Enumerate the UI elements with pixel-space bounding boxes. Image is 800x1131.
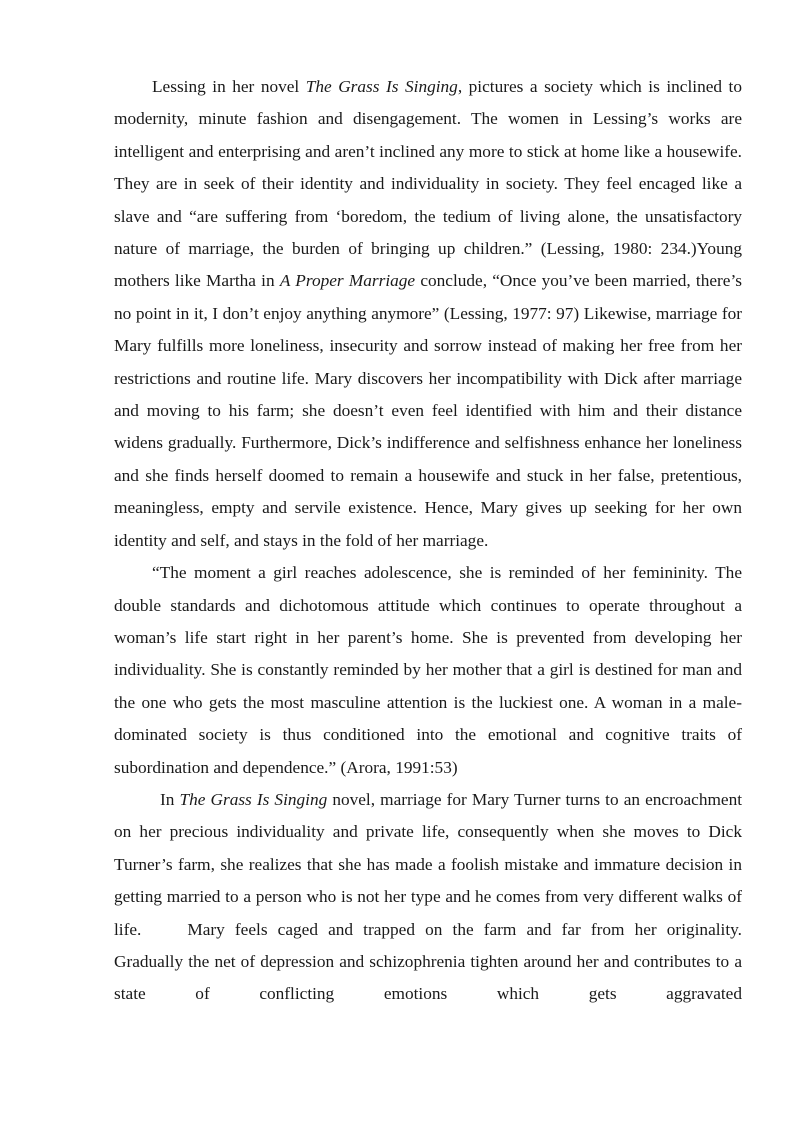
paragraph-1-text-a: Lessing in her novel	[152, 77, 306, 96]
paragraph-1-text-b: , pictures a society which is inclined to modernity, minute fashion and disengagement. The women in Lessing’s works are intelligent and enterprising and aren’t inclined any more to stick at home like a housewife. They are in seek of their identity and individuality in society. They feel encaged like a slave and “are suffering from ‘boredom, the tedium of living alone, the unsatisfactory nature of marriage, the burden of bringing up children.” (Lessing, 1980: 234.)Young mothers like Martha in	[114, 77, 742, 291]
paragraph-3-text-a: In	[160, 789, 180, 809]
paragraph-1	[114, 71, 742, 557]
paragraph-3-text-c: Mary feels caged and trapped on the farm and far from her originality. Gradually the net of depression and schizophrenia tighten around her and contributes to a state of conflicting emotions which gets aggravated	[114, 919, 742, 1004]
novel-title-proper-marriage: A Proper Marriage	[279, 271, 416, 291]
paragraph-1-text-c: conclude, “Once you’ve been married, there’s no point in it, I don’t enjoy anything anymore” (Lessing, 1977: 97) Likewise, marriage for Mary fulfills more loneliness, insecurity and sorrow instead of making her free from her restrictions and routine life. Mary discovers her incompatibility with Dick after marriage and moving to his farm; she doesn’t even feel identified with him and their distance widens gradually. Furthermore, Dick’s indifference and selfishness enhance her loneliness and she finds herself doomed to remain a housewife and stuck in her false, pretentious, meaningless, empty and servile existence. Hence, Mary gives up seeking for her own identity and self, and stays in the fold of her marriage.	[114, 271, 742, 550]
paragraph-2-quotation: “The moment a girl reaches adolescence, she is reminded of her femininity. The double standards and dichotomous attitude which continues to operate throughout a woman’s life start right in her parent’s home. She is prevented from developing her individuality. She is constantly reminded by her mother that a girl is destined for man and the one who gets the most masculine attention is the luckiest one. A woman in a male-dominated society is thus conditioned into the emotional and cognitive traits of subordination and dependence.” (Arora, 1991:53)	[114, 563, 742, 777]
paragraph-3-text-b: novel, marriage for Mary Turner turns to an encroachment on her precious individuality and private life, consequently when she moves to Dick Turner’s farm, she realizes that she has made a foolish mistake and immature decision in getting married to a person who is not her type and he comes from very different walks of life.	[114, 789, 743, 939]
novel-title-grass-is-singing-2: The Grass Is Singing	[179, 789, 328, 809]
novel-title-grass-is-singing: The Grass Is Singing	[305, 77, 458, 96]
paragraph-3	[114, 784, 742, 1011]
